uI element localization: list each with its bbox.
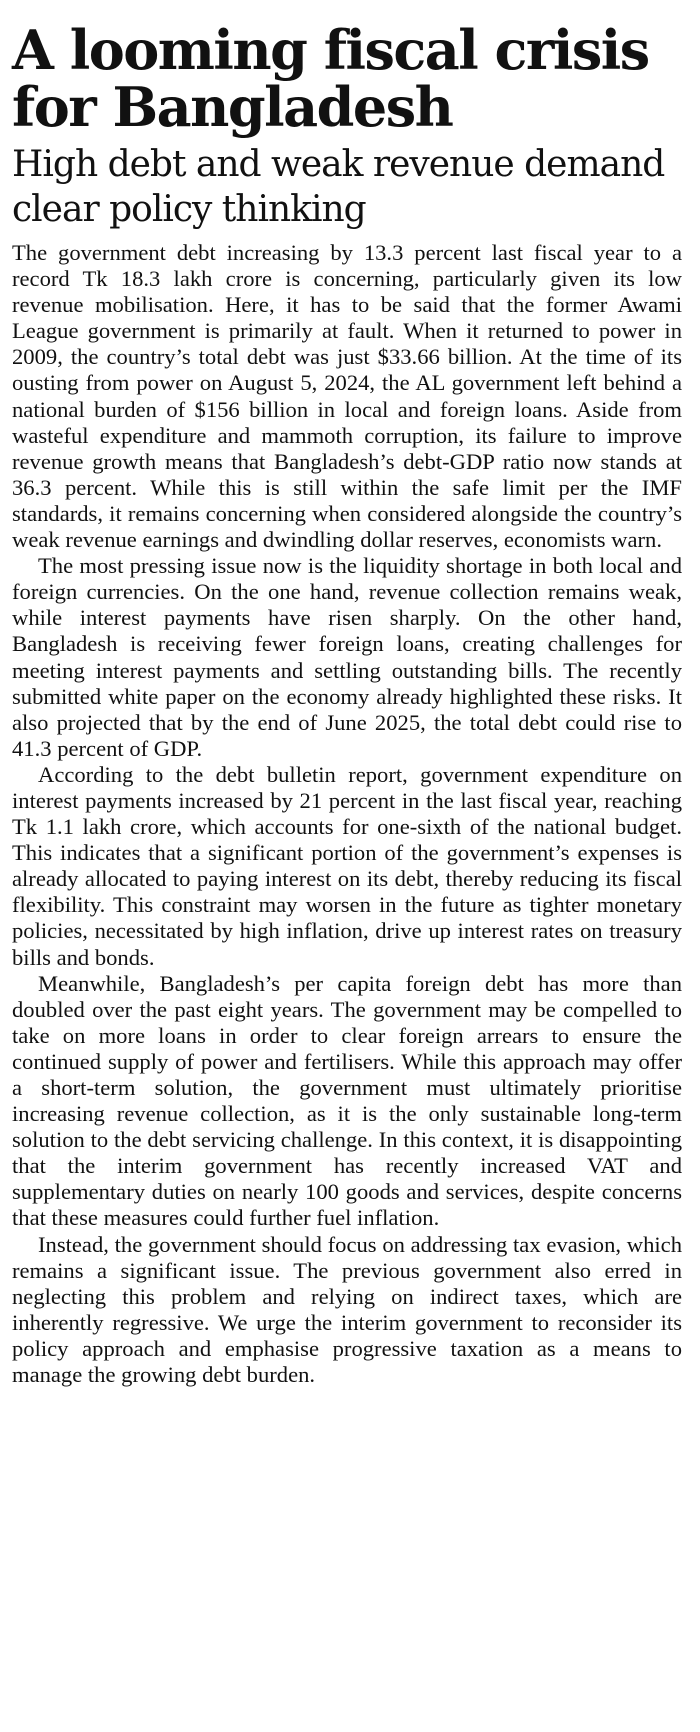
headline: A looming fiscal crisis for Bangladesh [12,18,649,139]
paragraph-3: According to the debt bulletin report, government expenditure on interest payments increased by 21 percent in the last fiscal year, reaching Tk 1.1 lakh crore, which accounts for one-sixth of the national budget. This indicates that a significant portion of the government’s expenses is already allocated to paying interest on its debt, thereby reducing its fiscal flexibility. This constraint may worsen in the future as tighter monetary policies, necessitated by high inflation, drive up interest rates on treasury bills and bonds. [12,761,682,970]
subheadline: High debt and weak revenue demand clear policy thinking [12,144,665,230]
paragraph-2: The most pressing issue now is the liquidity shortage in both local and foreign currencies. On the one hand, revenue collection remains weak, while interest payments have risen sharply. On the other hand, Bangladesh is receiving fewer foreign loans, creating challenges for meeting interest payments and settling outstanding bills. The recently submitted white paper on the economy already highlighted these risks. It also projected that by the end of June 2025, the total debt could rise to 41.3 percent of GDP. [12,553,682,761]
paragraph-1: The government debt increasing by 13.3 percent last fiscal year to a record Tk 18.3 lakh crore is concerning, particularly given its low revenue mobilisation. Here, it has to be said that the former Awami League government is primarily at fault. When it returned to power in 2009, the country’s total debt was just $33.66 billion. At the time of its ousting from power on August 5, 2024, the AL government left behind a national burden of $156 billion in local and foreign loans. Aside from wasteful expenditure and mammoth corruption, its failure to improve revenue growth means that Bangladesh’s debt-GDP ratio now stands at 36.3 percent. While this is still within the safe limit per the IMF standards, it remains concerning when considered alongside the country’s weak revenue earnings and dwindling dollar reserves, economists warn. [12,240,682,553]
editorial-page [0,18,700,1732]
paragraph-5: Instead, the government should focus on addressing tax evasion, which remains a significant issue. The previous government also erred in neglecting this problem and relying on indirect taxes, which are inherently regressive. We urge the interim government to reconsider its policy approach and emphasise progressive taxation as a means to manage the growing debt burden. [12,1231,682,1388]
paragraph-4: Meanwhile, Bangladesh’s per capita foreign debt has more than doubled over the past eight years. The government may be compelled to take on more loans in order to clear foreign arrears to ensure the continued supply of power and fertilisers. While this approach may offer a short-term solution, the government must ultimately prioritise increasing revenue collection, as it is the only sustainable long-term solution to the debt servicing challenge. In this context, it is disappointing that the interim government has recently increased VAT and supplementary duties on nearly 100 goods and services, despite concerns that these measures could further fuel inflation. [12,970,682,1231]
article-body [12,240,682,1388]
